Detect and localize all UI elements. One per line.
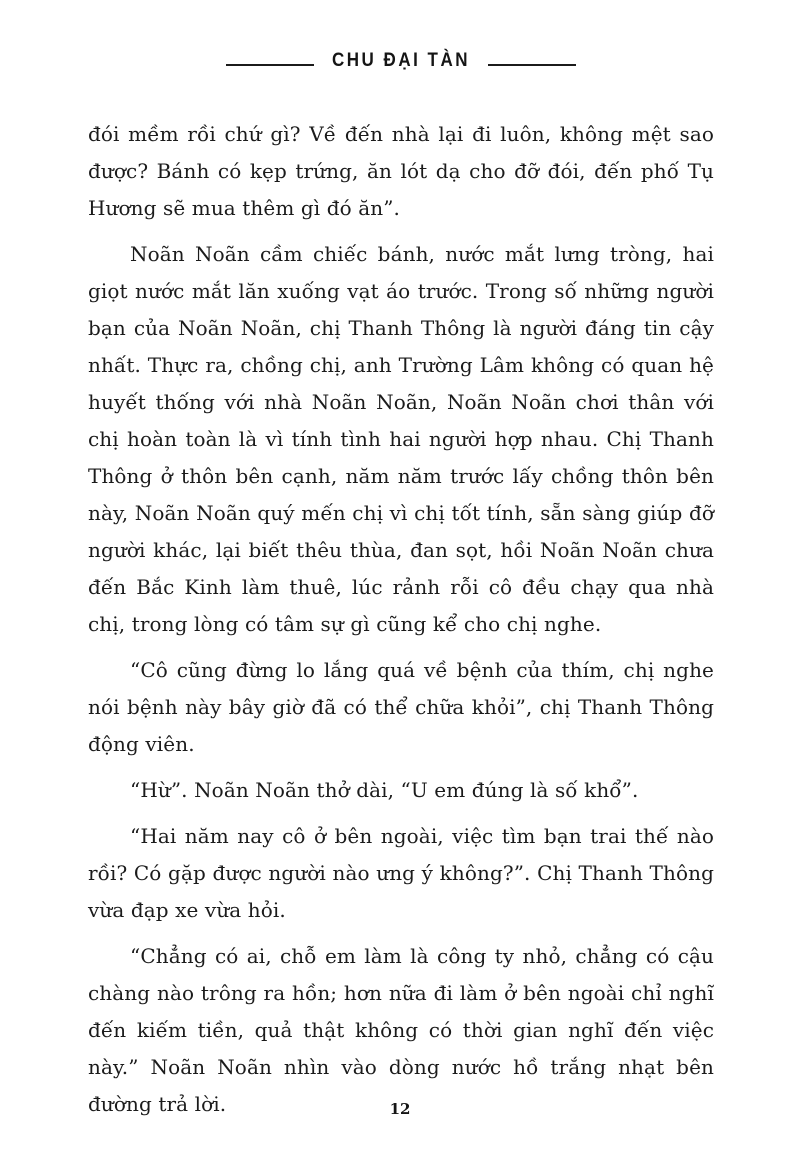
- paragraph: “Hai năm nay cô ở bên ngoài, việc tìm bạn trai thế nào rồi? Có gặp được người nào ưng ý không?”. Chị Thanh Thông vừa đạp xe vừa hỏi.: [88, 824, 714, 922]
- paragraph: “Cô cũng đừng lo lắng quá về bệnh của thím, chị nghe nói bệnh này bây giờ đã có thể chữa khỏi”, chị Thanh Thông động viên.: [88, 658, 714, 756]
- page-footer: [0, 1099, 800, 1118]
- paragraph: đói mềm rồi chứ gì? Về đến nhà lại đi luôn, không mệt sao được? Bánh có kẹp trứng, ăn lót dạ cho đỡ đói, đến phố Tụ Hương sẽ mua thêm gì đó ăn”.: [88, 122, 714, 220]
- paragraph: Noãn Noãn cầm chiếc bánh, nước mắt lưng tròng, hai giọt nước mắt lăn xuống vạt áo trước. Trong số những người bạn của Noãn Noãn, chị Thanh Thông là người đáng tin cậy nhất. Thực ra, chồng chị, anh Trường Lâm không có quan hệ huyết thống với nhà Noãn Noãn, Noãn Noãn chơi thân với chị hoàn toàn là vì tính tình hai người hợp nhau. Chị Thanh Thông ở thôn bên cạnh, năm năm trước lấy chồng thôn bên này, Noãn Noãn quý mến chị vì chị tốt tính, sẵn sàng giúp đỡ người khác, lại biết thêu thùa, đan sọt, hồi Noãn Noãn chưa đến Bắc Kinh làm thuê, lúc rảnh rỗi cô đều chạy qua nhà chị, trong lòng có tâm sự gì cũng kể cho chị nghe.: [88, 242, 714, 636]
- header-rule-right: [488, 64, 576, 66]
- page-number: 12: [389, 1100, 411, 1118]
- running-header: [88, 50, 714, 70]
- paragraph: “Hừ”. Noãn Noãn thở dài, “U em đúng là số khổ”.: [130, 778, 639, 802]
- page-body: [88, 116, 714, 1123]
- book-title: CHU ĐẠI TÀN: [332, 48, 470, 71]
- header-rule-left: [226, 64, 314, 66]
- paragraph: “Chẳng có ai, chỗ em làm là công ty nhỏ, chẳng có cậu chàng nào trông ra hồn; hơn nữa đi làm ở bên ngoài chỉ nghĩ đến kiếm tiền, quả thật không có thời gian nghĩ đến việc này.” Noãn Noãn nhìn vào dòng nước hồ trắng nhạt bên đường trả lời.: [88, 944, 714, 1116]
